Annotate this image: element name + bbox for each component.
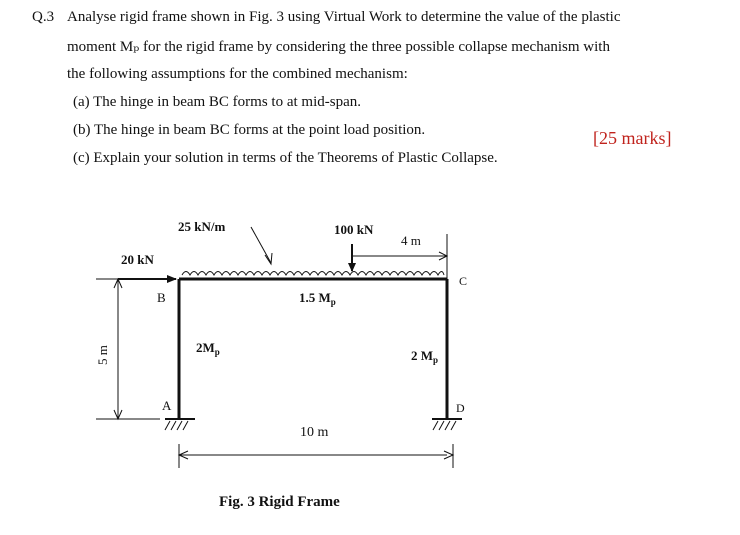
question-part-c: (c) Explain your solution in terms of the Theorems of Plastic Collapse. bbox=[73, 150, 498, 166]
distributed-load-symbol bbox=[182, 272, 444, 276]
point-load-arrowhead bbox=[348, 263, 356, 272]
udl-label: 25 kN/m bbox=[178, 219, 226, 234]
question-line-3: the following assumptions for the combined mechanism: bbox=[67, 66, 408, 82]
question-line-1: Analyse rigid frame shown in Fig. 3 using Virtual Work to determine the value of the plastic bbox=[67, 9, 621, 25]
fixed-support-a-icon bbox=[165, 419, 195, 430]
question-part-a: (a) The hinge in beam BC forms to at mid-span. bbox=[73, 94, 361, 110]
horizontal-load-label: 20 kN bbox=[121, 252, 154, 267]
node-c-label: C bbox=[459, 274, 468, 288]
beam-moment-label: 1.5 $M_p$ bbox=[299, 290, 336, 307]
point-load-label: 100 kN bbox=[334, 222, 374, 237]
marks-label: [25 marks] bbox=[593, 128, 672, 148]
figure-caption: Fig. 3 Rigid Frame bbox=[219, 494, 340, 510]
node-b-label: B bbox=[157, 290, 166, 305]
span-label: 10 m bbox=[300, 425, 329, 440]
question-line-2: moment Mₚ for the rigid frame by considering the three possible collapse mechanism with bbox=[67, 39, 610, 55]
left-column-moment-label: $2M_p$ bbox=[196, 340, 220, 357]
node-d-label: D bbox=[456, 401, 465, 415]
point-load-offset-label: 4 m bbox=[401, 233, 421, 248]
horizontal-load-arrowhead bbox=[167, 275, 177, 283]
udl-leader-arrow bbox=[251, 227, 271, 263]
right-column-moment-label: 2 $M_p$ bbox=[411, 348, 439, 365]
fixed-support-d-icon bbox=[432, 419, 462, 430]
node-a-label: A bbox=[162, 398, 172, 413]
question-number: Q.3 bbox=[32, 9, 55, 25]
height-label: 5 m bbox=[95, 345, 110, 365]
question-part-b: (b) The hinge in beam BC forms at the point load position. bbox=[73, 122, 426, 138]
